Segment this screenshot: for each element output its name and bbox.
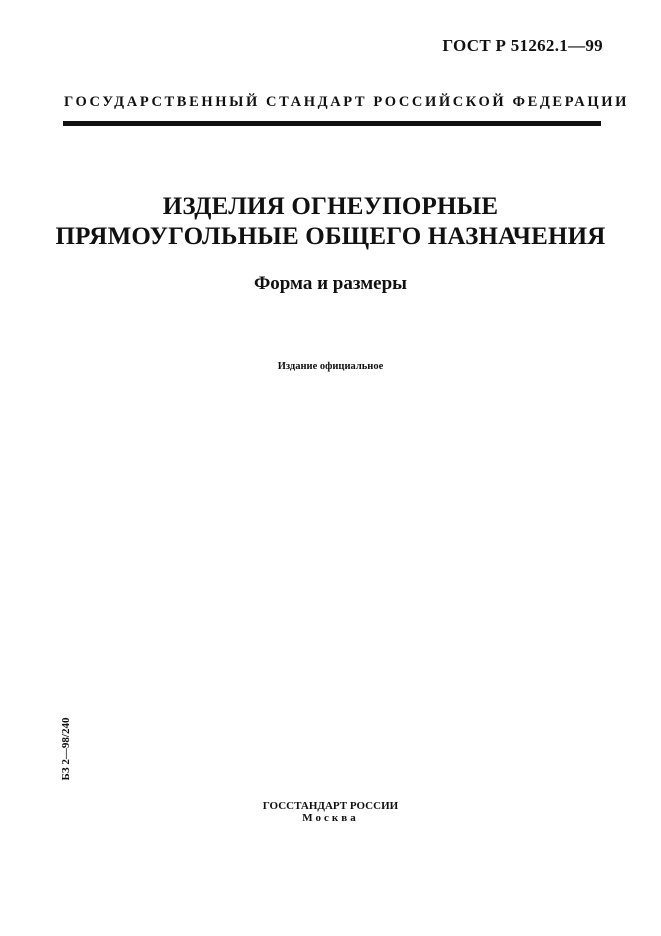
document-code: ГОСТ Р 51262.1—99 [442, 36, 603, 55]
side-code [59, 712, 73, 786]
side-code-text: БЗ 2—98/240 [60, 717, 72, 781]
header-divider [63, 121, 601, 126]
edition-note: Издание официальное [277, 361, 384, 372]
main-title [0, 192, 661, 252]
title-line-1: ИЗДЕЛИЯ ОГНЕУПОРНЫЕ [162, 193, 499, 220]
publisher-city: Москва [302, 812, 359, 824]
publisher-name: ГОССТАНДАРТ РОССИИ [262, 800, 399, 812]
standard-header: ГОСУДАРСТВЕННЫЙ СТАНДАРТ РОССИЙСКОЙ ФЕДЕРАЦИИ [64, 94, 630, 110]
title-block [0, 192, 661, 295]
publisher-block [0, 800, 661, 824]
subtitle: Форма и размеры [253, 273, 408, 294]
title-line-2: ПРЯМОУГОЛЬНЫЕ ОБЩЕГО НАЗНАЧЕНИЯ [55, 223, 606, 250]
